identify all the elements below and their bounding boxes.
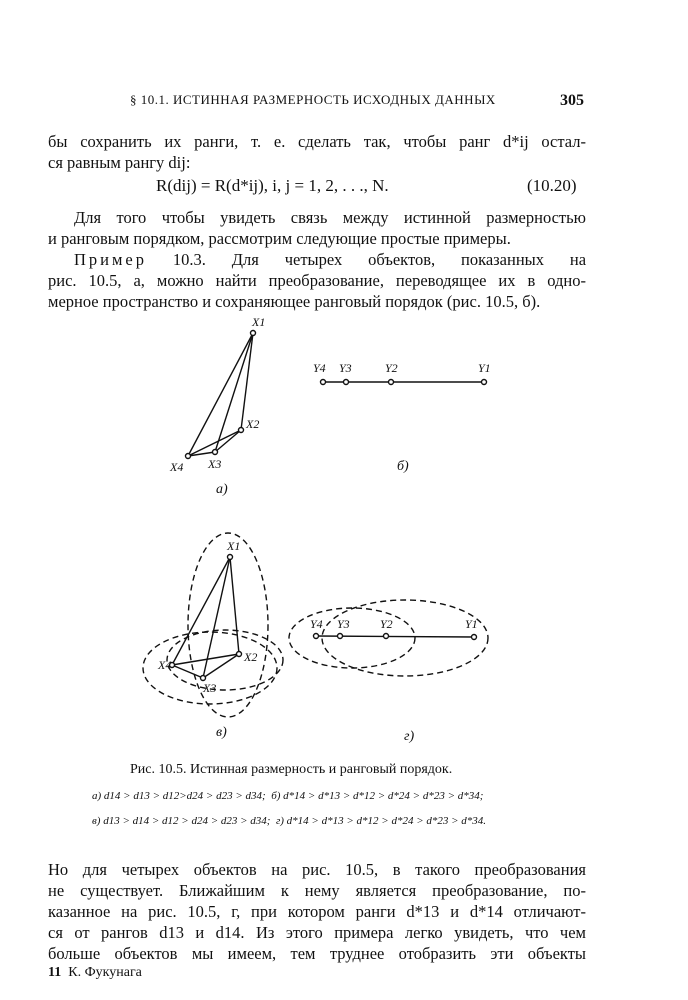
rank-relation-b: б) d*14 > d*13 > d*12 > d*24 > d*23 > d*34; <box>271 790 484 802</box>
point-label: Y1 <box>478 361 491 375</box>
rank-relations-row-2 <box>92 815 486 827</box>
author-name: К. Фукунага <box>68 965 142 980</box>
text-line: Но для четырех объектов на рис. 10.5, в такого преобразования <box>48 860 586 879</box>
point-label: Y4 <box>310 617 323 631</box>
point-label: Y4 <box>313 361 326 375</box>
rank-relation-g: г) d*14 > d*13 > d*12 > d*24 > d*23 > d*34. <box>275 815 487 827</box>
point-label: X2 <box>246 417 260 431</box>
point-label: Y2 <box>385 361 398 375</box>
point-label: X1 <box>227 539 241 553</box>
panel-label-v: в) <box>216 725 227 740</box>
panel-a-drawing <box>186 331 256 459</box>
figure-caption: Рис. 10.5. Истинная размерность и ранговый порядок. <box>130 762 453 777</box>
text-line: мерное пространство и сохраняющее ранговый порядок (рис. 10.5, б). <box>48 292 541 311</box>
page-footer <box>48 965 142 981</box>
text-line: ся от рангов d13 и d14. Из этого примера легко увидеть, что чем <box>48 923 586 942</box>
text-line: казанное на рис. 10.5, г, при котором ранги d*13 и d*14 отличают- <box>48 902 586 921</box>
running-title: § 10.1. ИСТИННАЯ РАЗМЕРНОСТЬ ИСХОДНЫХ ДАННЫХ <box>130 92 496 107</box>
panel-label-g: г) <box>404 729 415 744</box>
text-line: Для того чтобы увидеть связь между истинной размерностью <box>74 208 586 227</box>
panel-g-drawing <box>289 600 488 676</box>
text-line: рис. 10.5, а, можно найти преобразование, переводящее их в одно- <box>48 271 586 290</box>
point-label: X4 <box>170 460 184 474</box>
text-line: и ранговым порядком, рассмотрим следующие простые примеры. <box>48 229 511 248</box>
text-line: бы сохранить их ранги, т. е. сделать так, чтобы ранг d*ij остал- <box>48 132 586 151</box>
text-line: ся равным рангу dij: <box>48 153 191 172</box>
point-label: Y3 <box>337 617 350 631</box>
text-line: больше объектов мы имеем, тем труднее отобразить эти объекты <box>48 944 586 963</box>
point-label: Y1 <box>465 617 478 631</box>
point-label: Y2 <box>380 617 393 631</box>
panel-b-drawing <box>321 380 487 385</box>
rank-relations-row-1 <box>92 790 483 802</box>
point-label: X1 <box>252 315 266 329</box>
example-label: Пример <box>74 250 148 269</box>
panel-label-a: а) <box>216 482 228 497</box>
equation-number: (10.20) <box>527 176 577 195</box>
point-label: Y3 <box>339 361 352 375</box>
signature-mark: 11 <box>48 965 62 980</box>
point-label: X3 <box>203 681 217 695</box>
page-number: 305 <box>560 92 584 109</box>
point-label: X2 <box>244 650 258 664</box>
example-line <box>48 250 586 270</box>
point-label: X4 <box>158 658 172 672</box>
text-line: не существует. Ближайшим к нему является преобразование, по- <box>48 881 586 900</box>
rank-relation-a: а) d14 > d13 > d12>d24 > d23 > d34; <box>92 790 266 802</box>
rank-relation-v: в) d13 > d14 > d12 > d24 > d23 > d34; <box>92 815 271 827</box>
equation-formula: R(dij) = R(d*ij), i, j = 1, 2, . . ., N. <box>156 176 389 195</box>
example-text: 10.3. Для четырех объектов, показанных на <box>172 250 587 269</box>
point-label: X3 <box>208 457 222 471</box>
panel-label-b: б) <box>397 459 409 474</box>
figure-10-5 <box>0 300 688 760</box>
